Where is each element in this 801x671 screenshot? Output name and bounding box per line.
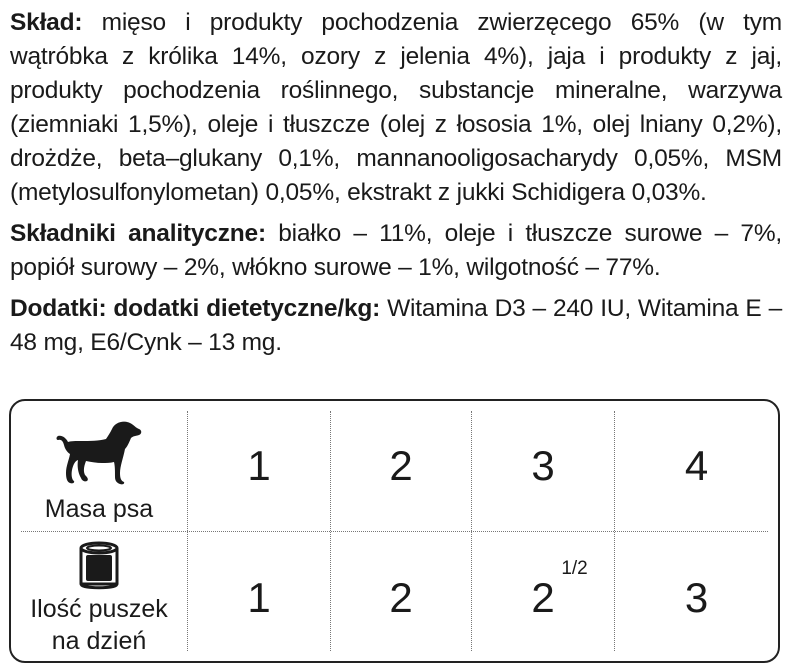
- weight-value: 2: [389, 442, 413, 489]
- can-icon: [77, 539, 121, 593]
- weight-value: 3: [531, 442, 555, 489]
- analytical-heading: Składniki analityczne:: [10, 220, 266, 247]
- ingredients-text: [10, 6, 782, 360]
- row-divider: [21, 531, 768, 532]
- dog-icon: [54, 419, 144, 485]
- composition-heading: Skład:: [10, 9, 83, 36]
- cans-value: 2: [389, 574, 413, 621]
- additives-text: Witamina D3 – 240 IU, Witamina E – 48 mg, E6/Cynk – 13 mg.: [10, 295, 782, 356]
- additives-heading: Dodatki: dodatki dietetyczne/kg:: [10, 295, 381, 322]
- analytical-text: białko – 11%, oleje i tłuszcze surowe – 7%, popiół surowy – 2%, włókno surowe – 1%, wilgotność – 77%.: [10, 220, 783, 281]
- weight-value: 4: [684, 442, 709, 489]
- mixed-number: [531, 558, 588, 622]
- dog-weight-header: [11, 419, 187, 525]
- additives-paragraph: [10, 292, 782, 360]
- composition-paragraph: [10, 6, 782, 210]
- analytical-paragraph: [10, 217, 782, 285]
- feeding-table: [9, 399, 780, 663]
- cans-value: 3: [684, 574, 709, 621]
- dog-weight-label: Masa psa: [44, 495, 154, 523]
- cans-label-line2: na dzień: [51, 627, 147, 655]
- cans-per-day-header: [11, 539, 187, 657]
- weight-value: 1: [247, 442, 271, 489]
- whole-part: 2: [531, 574, 555, 621]
- cans-label-line1: Ilość puszek: [30, 595, 168, 623]
- fraction-half: 1/2: [561, 558, 588, 579]
- cans-value-fraction: [472, 533, 614, 663]
- cans-value: 1: [247, 574, 271, 621]
- composition-text: mięso i produkty pochodzenia zwierzęcego 65% (w tym wątróbka z królika 14%, ozory z jelenia 4%), jaja i produkty z jaj, produkty pochodzenia roślinnego, substancje mineralne, warzywa (ziemniaki 1,5%), oleje i tłuszcze (olej z łososia 1%, olej lniany 0,2%), drożdże, beta–glukany 0,1%, mannanooligosacharydy 0,05%, MSM (metylosulfonylometan) 0,05%, ekstrakt z jukki Schidigera 0,03%.: [10, 9, 782, 206]
